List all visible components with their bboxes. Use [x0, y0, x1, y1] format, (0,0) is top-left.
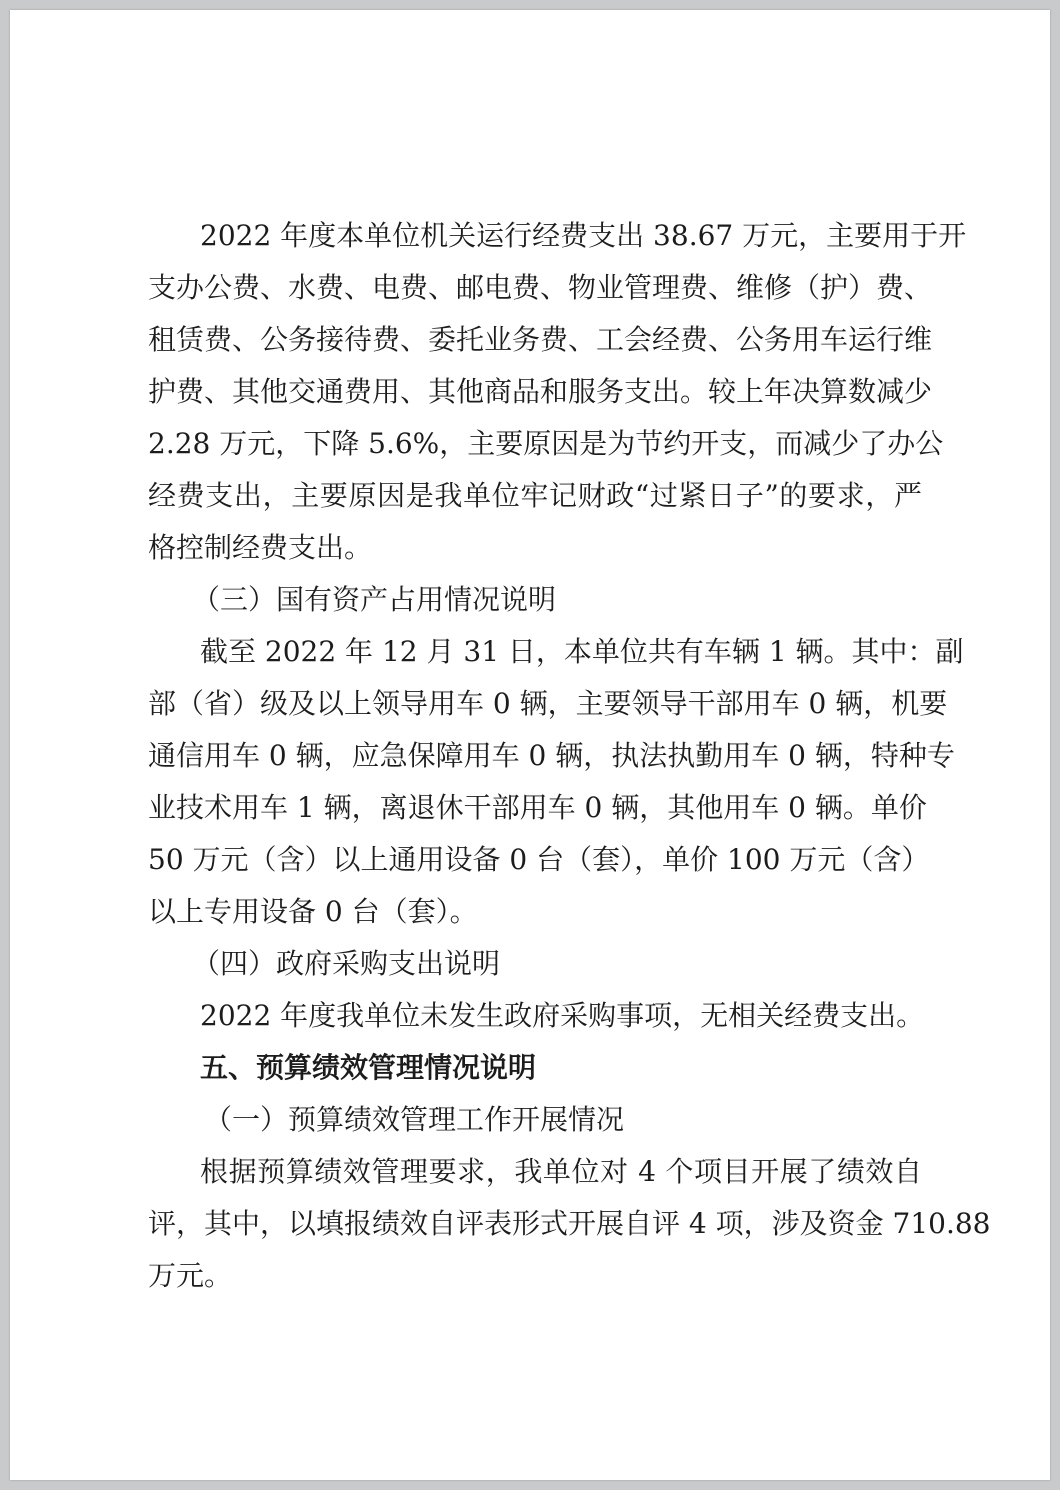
paragraph-line: 以上专用设备 0 台（套）。	[148, 895, 478, 928]
paragraph-line: 业技术用车 1 辆，离退休干部用车 0 辆，其他用车 0 辆。单价	[148, 791, 927, 824]
paragraph-line: 2022 年度本单位机关运行经费支出 38.67 万元，主要用于开	[200, 219, 967, 252]
paragraph-line: 截至 2022 年 12 月 31 日，本单位共有车辆 1 辆。其中：副	[200, 635, 964, 668]
section-heading: （四）政府采购支出说明	[192, 947, 501, 980]
section-heading: （三）国有资产占用情况说明	[192, 583, 557, 616]
paragraph-line: 护费、其他交通费用、其他商品和服务支出。较上年决算数减少	[148, 375, 933, 408]
paragraph-line: 万元。	[148, 1259, 233, 1292]
section-heading: （一）预算绩效管理工作开展情况	[204, 1103, 625, 1136]
paragraph-line: 租赁费、公务接待费、委托业务费、工会经费、公务用车运行维	[148, 323, 933, 356]
paragraph-line: 根据预算绩效管理要求，我单位对 4 个项目开展了绩效自	[200, 1155, 922, 1188]
chapter-heading: 五、预算绩效管理情况说明	[200, 1051, 537, 1084]
paragraph-line: 支办公费、水费、电费、邮电费、物业管理费、维修（护）费、	[148, 271, 933, 304]
paragraph-line: 部（省）级及以上领导用车 0 辆，主要领导干部用车 0 辆，机要	[148, 687, 948, 720]
paragraph-line: 经费支出，主要原因是我单位牢记财政“过紧日子”的要求，严	[148, 479, 922, 512]
document-page	[10, 10, 1050, 1480]
paragraph-line: 50 万元（含）以上通用设备 0 台（套），单价 100 万元（含）	[148, 843, 930, 876]
paragraph-line: 2.28 万元，下降 5.6%，主要原因是为节约开支，而减少了办公	[148, 427, 944, 460]
paragraph-line: 2022 年度我单位未发生政府采购事项，无相关经费支出。	[200, 999, 925, 1032]
paragraph-line: 通信用车 0 辆，应急保障用车 0 辆，执法执勤用车 0 辆，特种专	[148, 739, 955, 772]
paragraph-line: 评，其中，以填报绩效自评表形式开展自评 4 项，涉及资金 710.88	[148, 1207, 991, 1240]
paragraph-line: 格控制经费支出。	[148, 531, 373, 564]
